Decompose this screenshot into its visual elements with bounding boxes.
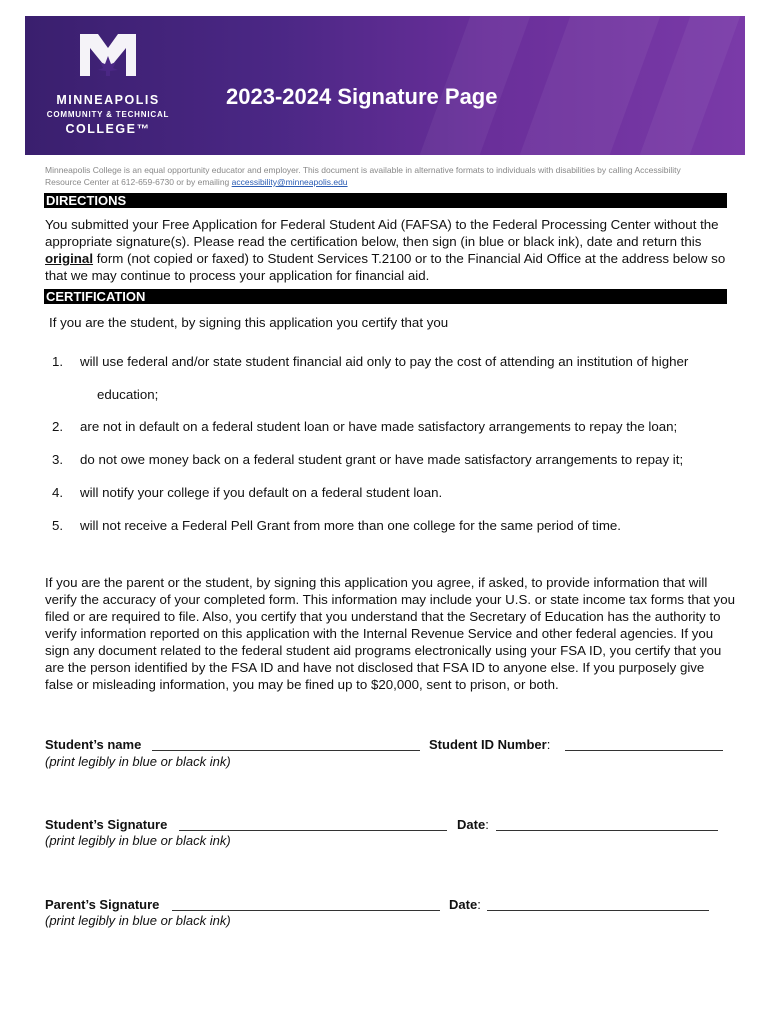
- item-text: will use federal and/or state student financial aid only to pay the cost of attending an institution of higher: [80, 354, 689, 369]
- student-date-label: [457, 817, 489, 832]
- student-signature-label: Student’s Signature: [45, 817, 168, 832]
- item-text: will notify your college if you default on a federal student loan.: [80, 485, 443, 500]
- accessibility-email-link[interactable]: accessibility@minneapolis.edu: [231, 177, 348, 187]
- parent-certification-paragraph: If you are the parent or the student, by signing this application you agree, if asked, to provide information that will verify the accuracy of your completed form. This information may include your U.S. or state income tax forms that you filed or are required to file. Also, you certify that you understand that the Secretary of Education has the authority to verify information reported on this application with the Internal Revenue Service and other federal agencies. If you sign any document related to the federal student aid programs electronically using your FSA ID, you certify that you are the person identified by the FSA ID and have not disclosed that FSA ID to anyone else. If you purposely give false or misleading information, you may be fined up to $20,000, sent to prison, or both.: [45, 575, 735, 692]
- directions-text-part1: You submitted your Free Application for Federal Student Aid (FAFSA) to the Federal Processing Center without the appropriate signature(s). Please read the certification below, then sign (in blue or black ink), date and return this: [45, 217, 719, 249]
- parent-date-field[interactable]: [487, 910, 709, 911]
- item-text: do not owe money back on a federal student grant or have made satisfactory arrangements to repay it;: [80, 452, 684, 467]
- equal-opportunity-text: Minneapolis College is an equal opportunity educator and employer. This document is available in alternative formats to individuals with disabilities by calling Accessibility Resource Center at 612-659-6730 or by emailing: [45, 165, 681, 187]
- page-title: 2023-2024 Signature Page: [226, 84, 498, 109]
- college-logo-icon: [80, 34, 136, 76]
- item-number: 4.: [52, 485, 64, 500]
- date-label-text: Date: [449, 897, 478, 912]
- parent-signature-field[interactable]: [172, 910, 440, 911]
- student-id-label: [429, 737, 550, 752]
- colon: :: [477, 897, 481, 912]
- colon: :: [546, 737, 551, 752]
- parent-date-label: [449, 897, 481, 912]
- directions-heading: DIRECTIONS: [44, 193, 727, 208]
- item-number: 1.: [52, 354, 64, 369]
- equal-opportunity-notice: [45, 164, 715, 188]
- header-banner: [25, 16, 745, 155]
- item-number: 2.: [52, 419, 64, 434]
- print-note: (print legibly in blue or black ink): [45, 833, 231, 848]
- org-line-2: COMMUNITY & TECHNICAL: [46, 110, 170, 119]
- item-number: 3.: [52, 452, 64, 467]
- item-text-continued: education;: [97, 387, 159, 402]
- student-id-field[interactable]: [565, 750, 723, 751]
- original-emphasis: original: [45, 251, 94, 266]
- colon: :: [485, 817, 489, 832]
- student-date-field[interactable]: [496, 830, 718, 831]
- org-line-3: COLLEGE™: [65, 122, 151, 136]
- student-signature-field[interactable]: [179, 830, 447, 831]
- student-name-field[interactable]: [152, 750, 420, 751]
- directions-text: [45, 216, 735, 284]
- org-line-1: MINNEAPOLIS: [56, 93, 160, 107]
- parent-signature-label: Parent’s Signature: [45, 897, 160, 912]
- date-label-text: Date: [457, 817, 486, 832]
- certification-intro: If you are the student, by signing this application you certify that you: [49, 315, 449, 330]
- print-note: (print legibly in blue or black ink): [45, 754, 231, 769]
- directions-text-part2: form (not copied or faxed) to Student Services T.2100 or to the Financial Aid Office at the address below so that we may continue to process your application for financial aid.: [45, 251, 726, 283]
- student-name-label: Student’s name: [45, 737, 142, 752]
- student-id-label-text: Student ID Number: [429, 737, 547, 752]
- certification-heading: CERTIFICATION: [44, 289, 727, 304]
- item-number: 5.: [52, 518, 64, 533]
- item-text: will not receive a Federal Pell Grant from more than one college for the same period of time.: [80, 518, 621, 533]
- print-note: (print legibly in blue or black ink): [45, 913, 231, 928]
- item-text: are not in default on a federal student loan or have made satisfactory arrangements to repay the loan;: [80, 419, 678, 434]
